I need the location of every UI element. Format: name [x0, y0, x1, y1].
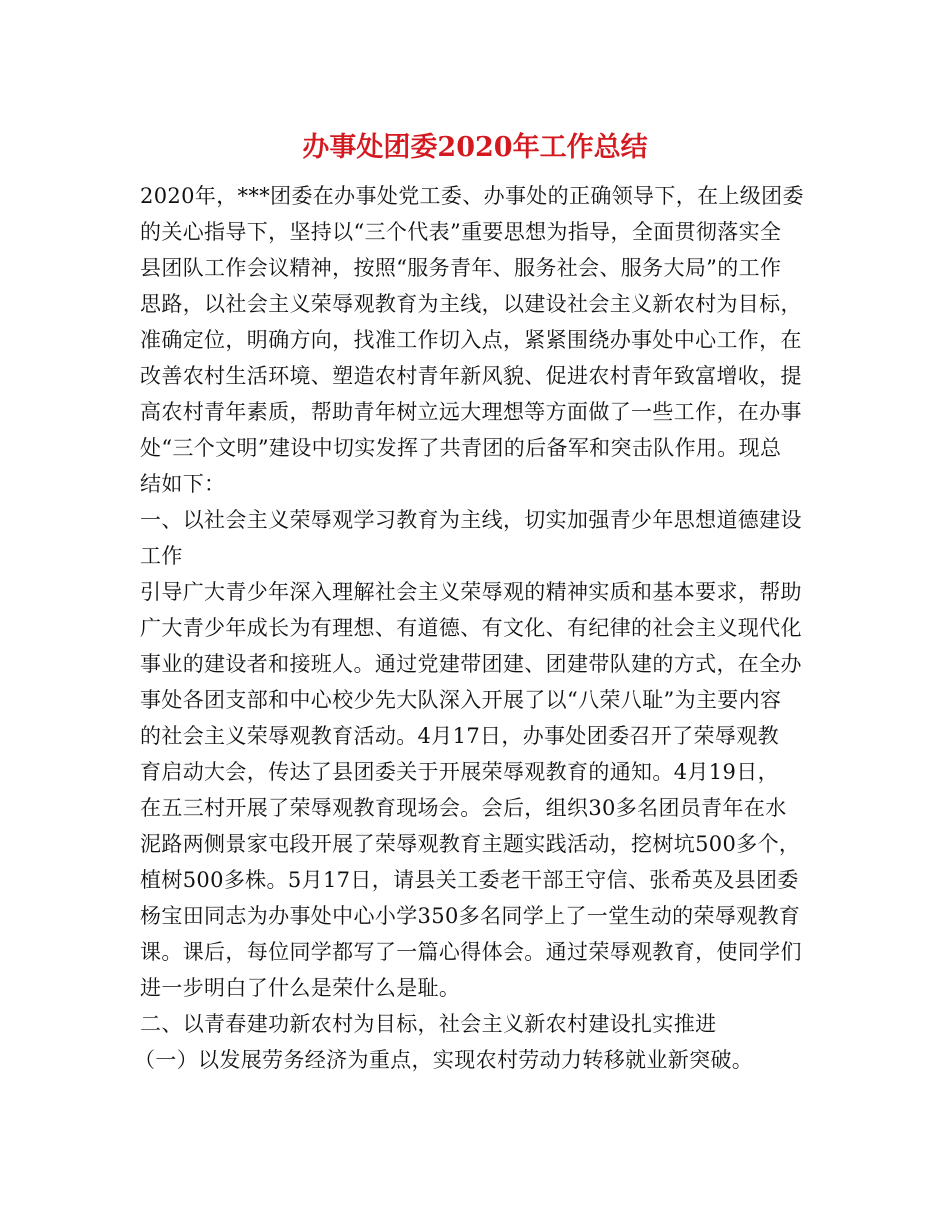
body-line: 事业的建设者和接班人。通过党建带团建、团建带队建的方式，在全办 — [140, 652, 802, 676]
body-line: 育启动大会，传达了县团委关于开展荣辱观教育的通知。4月19日， — [140, 760, 779, 784]
body-line: 处“三个文明”建设中切实发挥了共青团的后备军和突击队作用。现总 — [140, 436, 782, 460]
body-line: 进一步明白了什么是荣什么是耻。 — [140, 976, 461, 1000]
body-line: 课。课后，每位同学都写了一篇心得体会。通过荣辱观教育，使同学们 — [140, 940, 802, 964]
body-line: 的社会主义荣辱观教育活动。4月17日，办事处团委召开了荣辱观教 — [140, 724, 779, 748]
body-line: 事处各团支部和中心校少先大队深入开展了以“八荣八耻”为主要内容 — [140, 688, 782, 712]
body-line: 结如下： — [140, 472, 226, 496]
body-line: 植树500多株。5月17日，请县关工委老干部王守信、张希英及县团委 — [140, 868, 799, 892]
body-line: 引导广大青少年深入理解社会主义荣辱观的精神实质和基本要求，帮助 — [140, 580, 802, 604]
body-line: 的关心指导下，坚持以“三个代表”重要思想为指导，全面贯彻落实全 — [140, 220, 782, 244]
document-title: 办事处团委2020年工作总结 — [302, 132, 648, 163]
body-line: 广大青少年成长为有理想、有道德、有文化、有纪律的社会主义现代化 — [140, 616, 802, 640]
body-line: 思路，以社会主义荣辱观教育为主线，以建设社会主义新农村为目标， — [140, 292, 802, 316]
subsection-heading-1: （一）以发展劳务经济为重点，实现农村劳动力转移就业新突破。 — [134, 1048, 754, 1072]
body-line: 改善农村生活环境、塑造农村青年新风貌、促进农村青年致富增收，提 — [140, 364, 802, 388]
body-line: 在五三村开展了荣辱观教育现场会。会后，组织30多名团员青年在水 — [140, 796, 787, 820]
body-line: 高农村青年素质，帮助青年树立远大理想等方面做了一些工作，在办事 — [140, 400, 802, 424]
section-heading-2: 二、以青春建功新农村为目标，社会主义新农村建设扎实推进 — [140, 1012, 717, 1036]
document-body — [134, 178, 820, 1078]
body-line: 泥路两侧景家屯段开展了荣辱观教育主题实践活动，挖树坑500多个， — [140, 832, 801, 856]
body-line: 准确定位，明确方向，找准工作切入点，紧紧围绕办事处中心工作，在 — [140, 328, 802, 352]
section-heading-1: 一、以社会主义荣辱观学习教育为主线，切实加强青少年思想道德建设 — [140, 508, 802, 532]
body-line: 2020年，***团委在办事处党工委、办事处的正确领导下，在上级团委 — [140, 184, 804, 208]
section-heading-1-cont: 工作 — [140, 544, 183, 568]
body-line: 县团队工作会议精神，按照“服务青年、服务社会、服务大局”的工作 — [140, 256, 782, 280]
body-line: 杨宝田同志为办事处中心小学350多名同学上了一堂生动的荣辱观教育 — [140, 904, 801, 928]
